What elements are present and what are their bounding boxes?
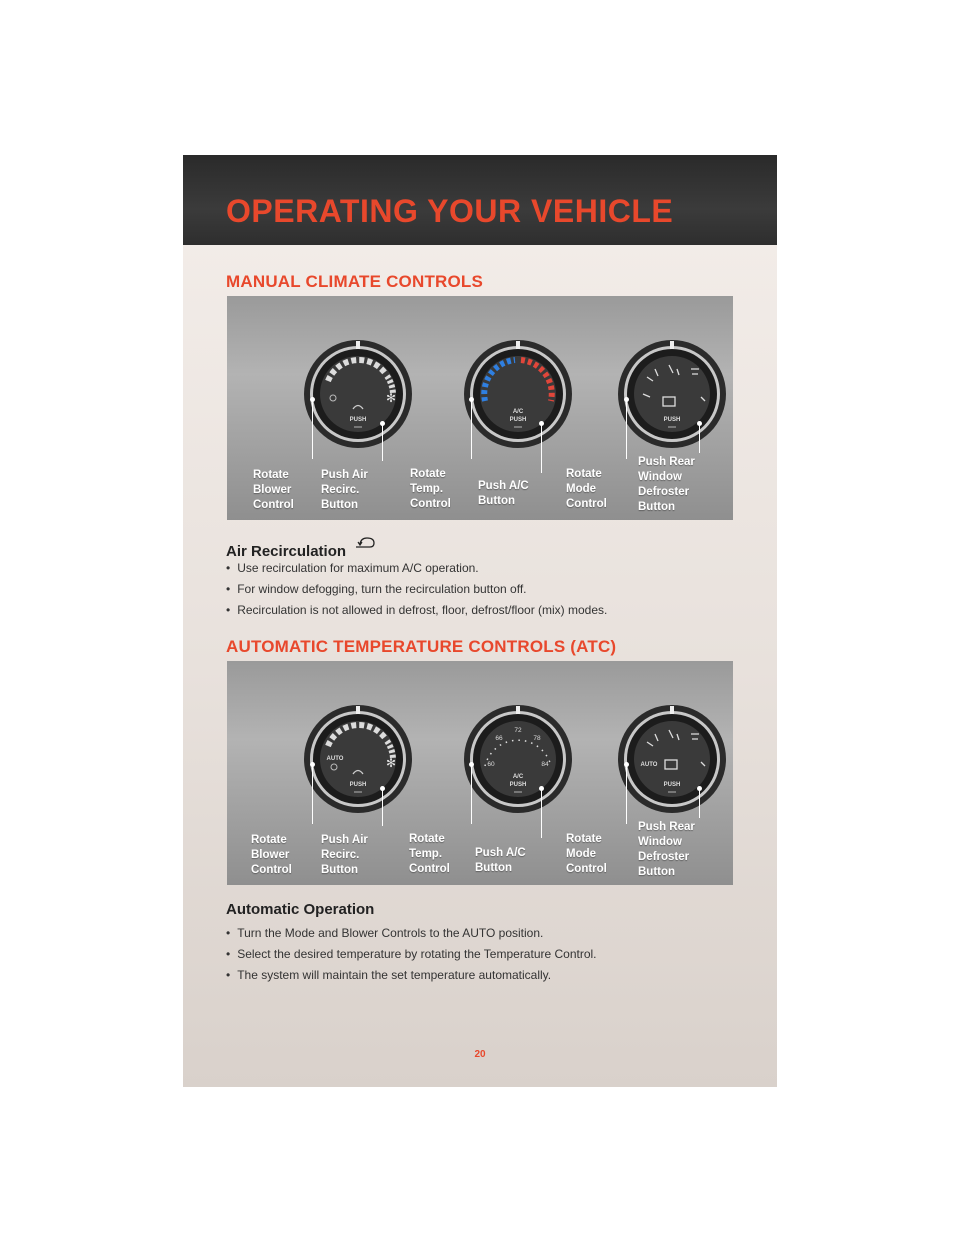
atc-leader-mode — [626, 764, 627, 824]
atc-leader-temp — [471, 764, 472, 824]
atc-label-push-recirc: Push Air Recirc. Button — [321, 834, 368, 876]
atc-mode-auto-text: AUTO — [640, 762, 658, 768]
list-item: • Use recirculation for maximum A/C operation. — [226, 558, 746, 579]
atc-leader-recirc — [382, 788, 383, 826]
automatic-operation-list — [226, 923, 746, 986]
automatic-operation-heading: Automatic Operation — [226, 901, 375, 918]
label-push-ac: Push A/C Button — [478, 480, 529, 507]
temp-mark-78: 78 — [533, 735, 541, 742]
manual-page — [183, 155, 777, 1087]
leader-ac — [541, 423, 542, 473]
label-rotate-blower: Rotate Blower Control — [253, 469, 294, 511]
atc-leader-defrost — [699, 788, 700, 818]
atc-ac-knob-text-push: PUSH — [509, 782, 527, 788]
atc-blower-auto-text: AUTO — [326, 756, 344, 762]
atc-label-push-defrost: Push Rear Window Defroster Button — [638, 821, 695, 878]
list-item: • For window defogging, turn the recirculation button off. — [226, 579, 746, 600]
atc-title: AUTOMATIC TEMPERATURE CONTROLS (ATC) — [226, 637, 617, 656]
manual-climate-photo — [227, 296, 733, 520]
mode-knob — [617, 339, 727, 449]
air-recirculation-list — [226, 558, 746, 621]
label-rotate-temp: Rotate Temp. Control — [410, 468, 451, 510]
label-push-recirc: Push Air Recirc. Button — [321, 469, 368, 511]
page-header — [183, 155, 777, 245]
air-recirculation-heading: Air Recirculation — [226, 536, 376, 560]
temperature-knob — [463, 339, 573, 449]
atc-blower-knob-text: PUSH — [349, 782, 367, 788]
page-title: OPERATING YOUR VEHICLE — [226, 193, 674, 229]
ac-knob-text-push: PUSH — [509, 417, 527, 423]
svg-text:✻: ✻ — [385, 391, 397, 405]
label-rotate-mode: Rotate Mode Control — [566, 468, 607, 510]
temp-mark-72: 72 — [514, 727, 522, 734]
blower-knob — [303, 339, 413, 449]
list-item: • Recirculation is not allowed in defrost, floor, defrost/floor (mix) modes. — [226, 600, 746, 621]
atc-leader-blower — [312, 764, 313, 824]
temp-mark-66: 66 — [495, 735, 503, 742]
list-item: • Select the desired temperature by rotating the Temperature Control. — [226, 944, 746, 965]
leader-blower — [312, 399, 313, 459]
atc-label-rotate-mode: Rotate Mode Control — [566, 833, 607, 875]
page-number: 20 — [474, 1049, 486, 1060]
atc-label-push-ac: Push A/C Button — [475, 847, 526, 874]
atc-temperature-knob — [463, 704, 573, 814]
mode-knob-text: PUSH — [663, 417, 681, 423]
svg-text:✻: ✻ — [385, 756, 397, 770]
list-item: • Turn the Mode and Blower Controls to the AUTO position. — [226, 923, 746, 944]
list-item: • The system will maintain the set temperature automatically. — [226, 965, 746, 986]
leader-recirc — [382, 423, 383, 461]
atc-photo — [227, 661, 733, 885]
ac-knob-text: A/C — [512, 409, 524, 415]
manual-climate-title: MANUAL CLIMATE CONTROLS — [226, 272, 484, 291]
recirculation-icon — [354, 536, 376, 550]
leader-defrost — [699, 423, 700, 453]
blower-knob-text: PUSH — [349, 417, 367, 423]
leader-temp — [471, 399, 472, 459]
atc-mode-knob-text: PUSH — [663, 782, 681, 788]
atc-blower-knob — [303, 704, 413, 814]
atc-ac-knob-text: A/C — [512, 774, 524, 780]
atc-leader-ac — [541, 788, 542, 838]
atc-label-rotate-temp: Rotate Temp. Control — [409, 833, 450, 875]
leader-mode — [626, 399, 627, 459]
label-push-defrost: Push Rear Window Defroster Button — [638, 456, 695, 513]
atc-mode-knob — [617, 704, 727, 814]
temp-mark-60: 60 — [487, 761, 495, 768]
temp-mark-84: 84 — [541, 761, 549, 768]
atc-label-rotate-blower: Rotate Blower Control — [251, 834, 292, 876]
